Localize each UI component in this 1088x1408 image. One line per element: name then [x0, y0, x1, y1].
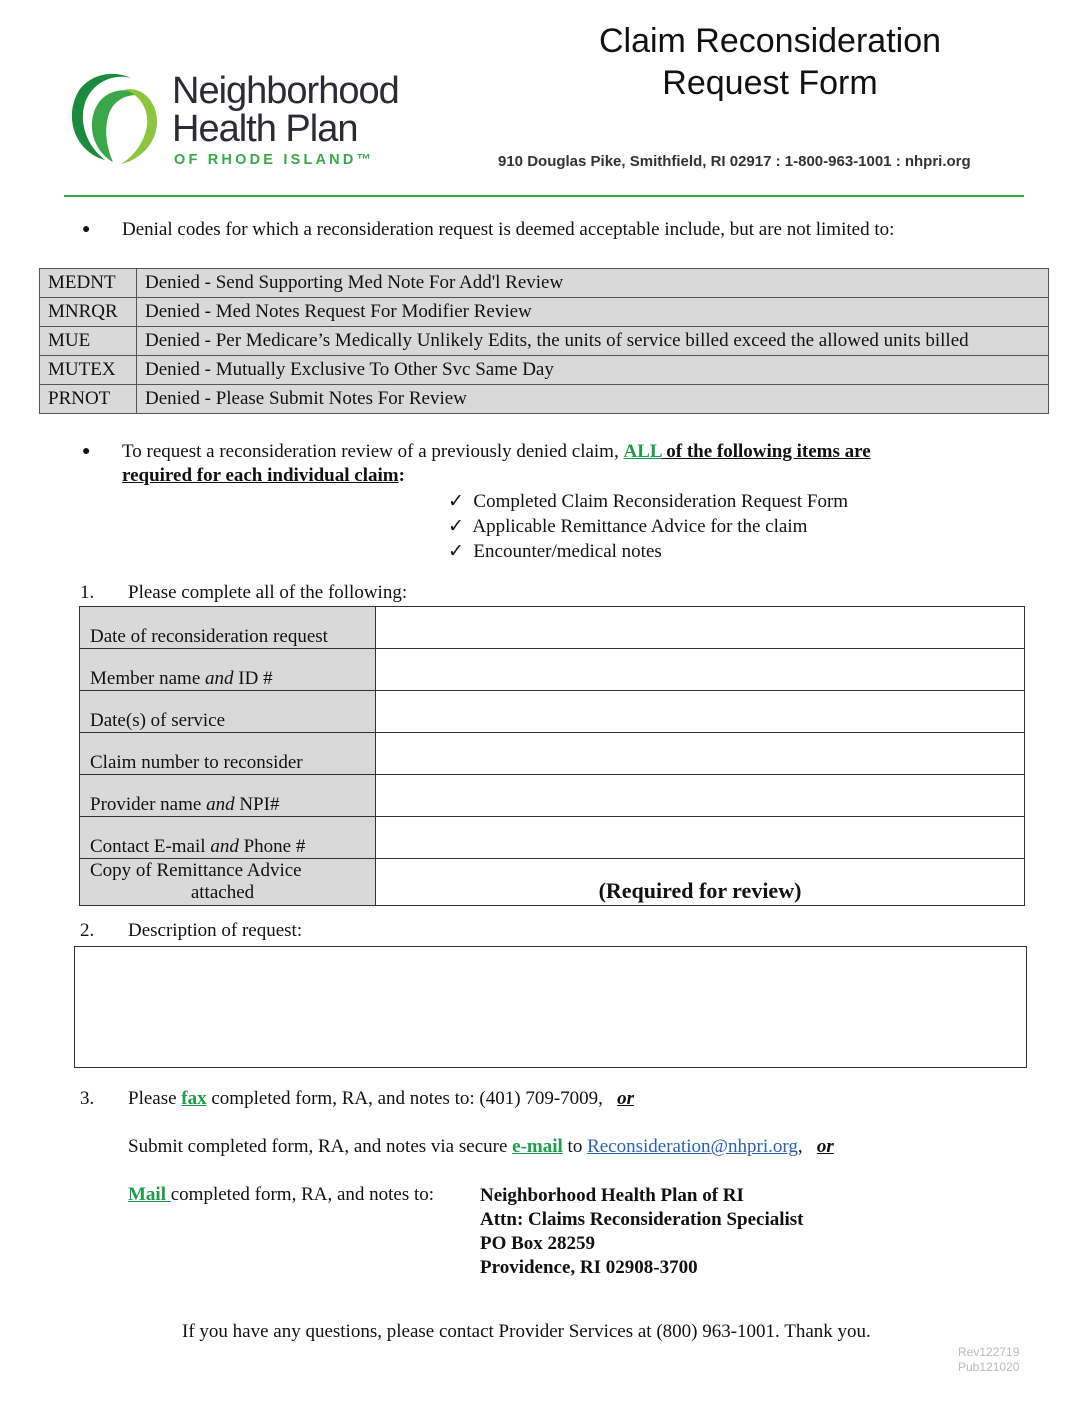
table-row: [80, 733, 1025, 775]
field-label: Member name and ID #: [80, 649, 376, 691]
denial-code: MUE: [40, 327, 137, 356]
table-row: [40, 356, 1049, 385]
denial-code: MNRQR: [40, 298, 137, 327]
bullet-icon: ●: [82, 444, 91, 459]
table-row: [80, 607, 1025, 649]
header-divider: [64, 195, 1024, 197]
description-textarea[interactable]: [74, 946, 1027, 1068]
section-1-number: 1.: [80, 582, 95, 603]
table-row: [40, 327, 1049, 356]
logo-subtitle: OF RHODE ISLAND™: [174, 152, 375, 168]
denial-description: Denied - Per Medicare’s Medically Unlikely Edits, the units of service billed exceed the allowed units billed: [137, 327, 1049, 356]
table-row: [40, 298, 1049, 327]
checklist-item: ✓ Encounter/medical notes: [448, 541, 662, 562]
contact-footer: If you have any questions, please contact Provider Services at (800) 963-1001. Thank you.: [182, 1321, 871, 1342]
form-title: Claim Reconsideration Request Form: [598, 22, 942, 102]
checkmark-icon: ✓: [448, 491, 464, 512]
section-1-heading: Please complete all of the following:: [128, 582, 408, 603]
table-row: [40, 385, 1049, 414]
revision-stamp: Rev122719 Pub121020: [958, 1345, 1020, 1374]
section-3-number: 3.: [80, 1088, 95, 1109]
mail-link[interactable]: Mail: [128, 1184, 171, 1205]
table-row: [80, 817, 1025, 859]
denial-description: Denied - Send Supporting Med Note For Add'l Review: [137, 269, 1049, 298]
mail-instruction: Mail completed form, RA, and notes to:: [128, 1184, 435, 1205]
mailing-address: Neighborhood Health Plan of RI Attn: Claims Reconsideration Specialist PO Box 28259 Providence, RI 02908-3700: [480, 1185, 804, 1278]
fax-link[interactable]: fax: [181, 1088, 207, 1109]
denial-code: MUTEX: [40, 356, 137, 385]
table-row: [80, 649, 1025, 691]
contact-address: 910 Douglas Pike, Smithfield, RI 02917 : 1-800-963-1001 : nhpri.org: [498, 153, 971, 170]
member-name-id-field[interactable]: [376, 649, 1025, 691]
table-row: [80, 859, 1025, 906]
table-row: [80, 775, 1025, 817]
required-note: (Required for review): [598, 878, 802, 903]
intro-text: Denial codes for which a reconsideration request is deemed acceptable include, but are not limited to:: [122, 219, 895, 240]
email-link[interactable]: e-mail: [512, 1136, 563, 1157]
denial-code: MEDNT: [40, 269, 137, 298]
denial-code: PRNOT: [40, 385, 137, 414]
bullet-icon: ●: [82, 222, 91, 237]
field-label: Provider name and NPI#: [80, 775, 376, 817]
service-dates-field[interactable]: [376, 691, 1025, 733]
checkmark-icon: ✓: [448, 516, 464, 537]
email-instruction: Submit completed form, RA, and notes via secure e-mail to Reconsideration@nhpri.org, or: [128, 1136, 834, 1157]
all-emphasis: ALL: [623, 441, 662, 462]
nhpri-logo-mark: [62, 64, 170, 172]
claim-info-table: [79, 606, 1025, 906]
field-label: Contact E-mail and Phone #: [80, 817, 376, 859]
section-2-heading: Description of request:: [128, 920, 303, 941]
field-label: Date of reconsideration request: [80, 607, 376, 649]
requirements-checklist: [448, 489, 848, 564]
checklist-item: ✓ Applicable Remittance Advice for the claim: [448, 516, 808, 537]
denial-description: Denied - Mutually Exclusive To Other Svc Same Day: [137, 356, 1049, 385]
logo-wordmark: Neighborhood Health Plan: [172, 70, 399, 150]
provider-name-npi-field[interactable]: [376, 775, 1025, 817]
denial-description: Denied - Med Notes Request For Modifier Review: [137, 298, 1049, 327]
checkmark-icon: ✓: [448, 541, 464, 562]
table-row: [80, 691, 1025, 733]
contact-email-phone-field[interactable]: [376, 817, 1025, 859]
table-row: [40, 269, 1049, 298]
denial-codes-table: [39, 268, 1049, 414]
fax-instruction: Please fax completed form, RA, and notes to: (401) 709-7009, or: [128, 1088, 635, 1109]
remittance-advice-field[interactable]: [376, 859, 1025, 906]
field-label: Date(s) of service: [80, 691, 376, 733]
checklist-item: ✓ Completed Claim Reconsideration Request Form: [448, 491, 849, 512]
field-label: Claim number to reconsider: [80, 733, 376, 775]
denial-description: Denied - Please Submit Notes For Review: [137, 385, 1049, 414]
email-address-link[interactable]: Reconsideration@nhpri.org: [587, 1136, 798, 1157]
reconsideration-date-field[interactable]: [376, 607, 1025, 649]
section-2-number: 2.: [80, 920, 95, 941]
claim-number-field[interactable]: [376, 733, 1025, 775]
field-label: Copy of Remittance Advice attached: [80, 859, 376, 906]
requirements-text: To request a reconsideration review of a previously denied claim, ALL of the following items are required for each individual claim:: [122, 441, 871, 486]
